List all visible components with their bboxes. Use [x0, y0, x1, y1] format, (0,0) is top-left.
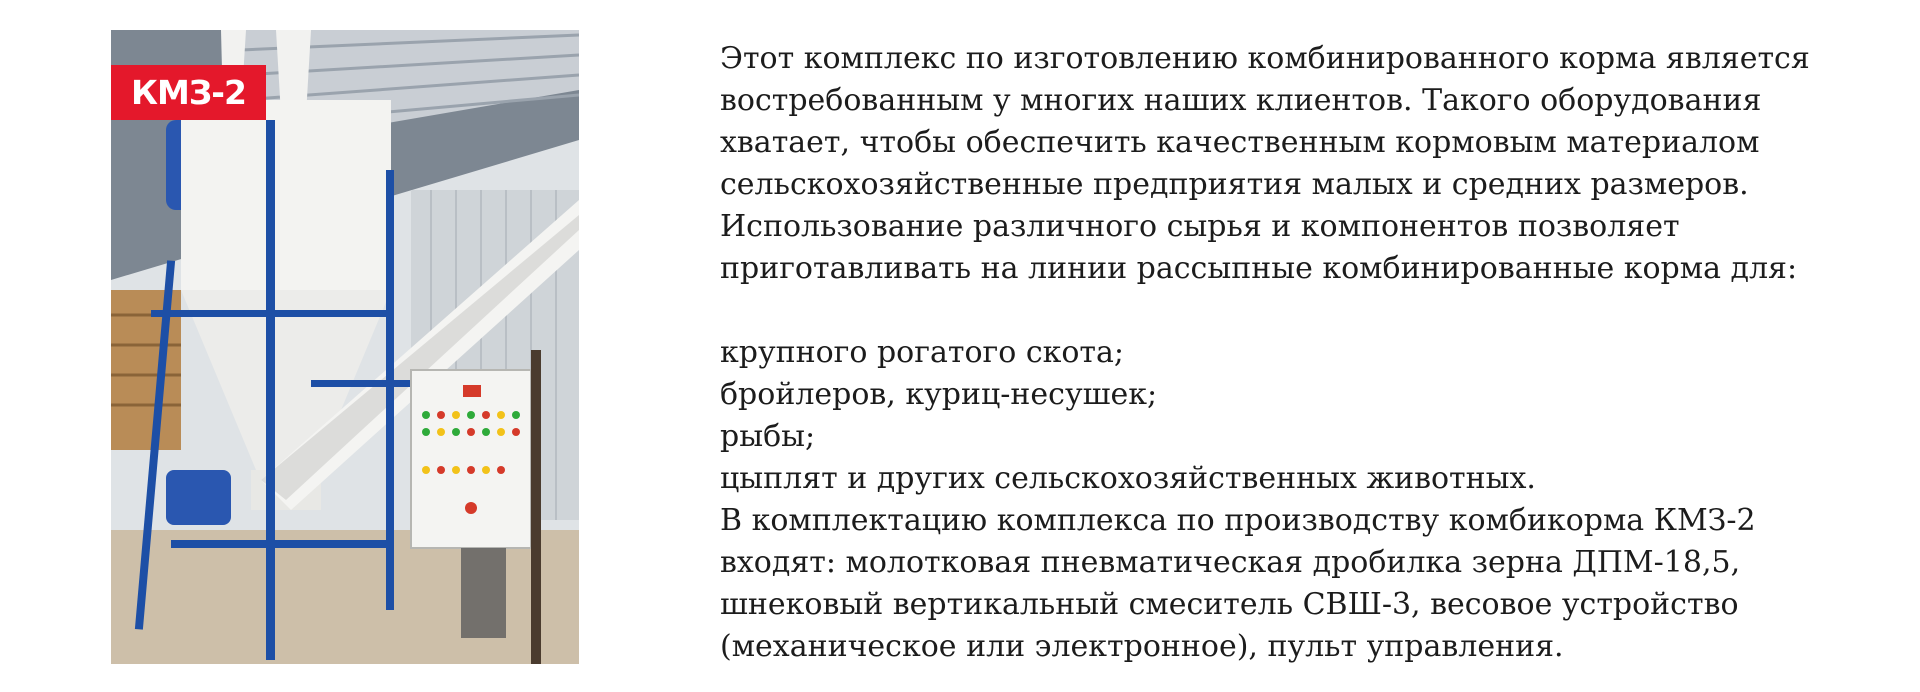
- list-item: крупного рогатого скота;: [720, 335, 1125, 370]
- outro-line: В комплектацию комплекса по производству комбикорма КМЗ-2: [720, 503, 1756, 538]
- intro-line: сельскохозяйственные предприятия малых и средних размеров.: [720, 167, 1749, 202]
- paragraph-spacer: [720, 290, 1890, 332]
- model-badge: КМЗ-2: [111, 65, 266, 120]
- description-text: [720, 38, 1890, 668]
- equipment-illustration: [111, 30, 579, 664]
- list-item: рыбы;: [720, 419, 816, 454]
- outro-line: входят: молотковая пневматическая дробилка зерна ДПМ-18,5,: [720, 545, 1741, 580]
- intro-line: хватает, чтобы обеспечить качественным кормовым материалом: [720, 125, 1760, 160]
- outro-line: шнековый вертикальный смеситель СВШ-3, весовое устройство: [720, 587, 1739, 622]
- list-item: цыплят и других сельскохозяйственных животных.: [720, 461, 1536, 496]
- intro-line: приготавливать на линии рассыпные комбинированные корма для:: [720, 251, 1798, 286]
- outro-line: (механическое или электронное), пульт управления.: [720, 629, 1564, 664]
- intro-line: востребованным у многих наших клиентов. Такого оборудования: [720, 83, 1762, 118]
- intro-line: Использование различного сырья и компонентов позволяет: [720, 209, 1680, 244]
- product-photo: [111, 30, 579, 664]
- intro-line: Этот комплекс по изготовлению комбинированного корма является: [720, 41, 1810, 76]
- list-item: бройлеров, куриц-несушек;: [720, 377, 1158, 412]
